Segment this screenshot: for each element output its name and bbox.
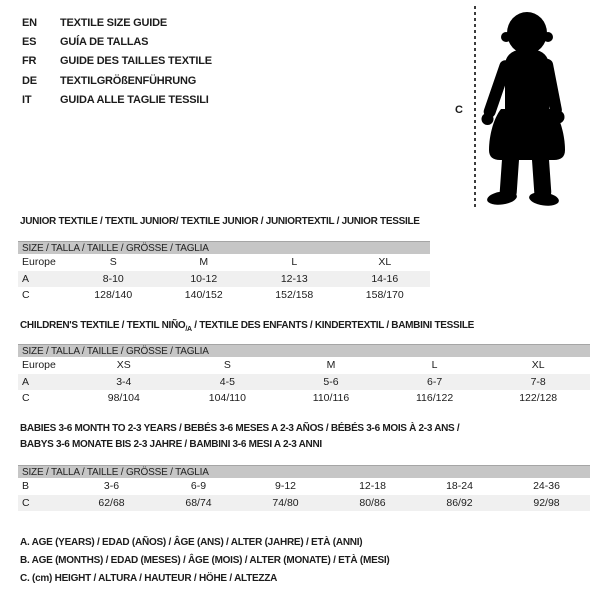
title-line: BABIES 3-6 MONTH TO 2-3 YEARS / BEBÉS 3-6 MESES A 2-3 AÑOS / BÉBÉS 3-6 MOIS À 2-3 ANS / — [20, 423, 460, 434]
language-code: EN — [22, 16, 37, 29]
height-measure-dashed-line — [474, 6, 476, 208]
table-cell: 140/152 — [184, 289, 223, 302]
table-cell: 92/98 — [533, 496, 560, 509]
table-cell: 80/86 — [359, 496, 386, 509]
babies-table-title — [20, 421, 459, 452]
table-row — [18, 271, 430, 288]
children-table-title — [20, 320, 474, 333]
table-cell: 68/74 — [185, 496, 212, 509]
table-cell: 104/110 — [208, 392, 246, 405]
size-header-bar: SIZE / TALLA / TAILLE / GRÖSSE / TAGLIA — [18, 465, 590, 478]
row-label: A — [22, 375, 30, 388]
language-code: ES — [22, 35, 37, 48]
table-cell: L — [291, 256, 298, 269]
row-label: C — [22, 289, 30, 302]
table-cell: 152/158 — [275, 289, 314, 302]
table-cell: 6-7 — [426, 375, 443, 388]
table-cell: XL — [378, 256, 392, 269]
baby-silhouette-image — [481, 9, 569, 207]
row-label: Europe — [22, 256, 56, 269]
table-cell: 116/122 — [415, 392, 454, 405]
title-text: / TEXTILE DES ENFANTS / KINDERTEXTIL / BAMBINI TESSILE — [191, 320, 475, 331]
row-label: A — [22, 272, 30, 285]
children-size-table — [18, 344, 590, 407]
junior-table-title: JUNIOR TEXTILE / TEXTIL JUNIOR/ TEXTILE JUNIOR / JUNIORTEXTIL / JUNIOR TESSILE — [20, 216, 420, 227]
table-row — [18, 495, 590, 512]
table-cell: 24-36 — [533, 480, 560, 493]
row-label: C — [22, 496, 30, 509]
table-cell: 8-10 — [102, 272, 124, 285]
footnote-age-years: A. AGE (YEARS) / EDAD (AÑOS) / ÂGE (ANS) / ALTER (JAHRE) / ETÀ (ANNI) — [20, 536, 363, 548]
table-cell: 10-12 — [190, 272, 218, 285]
language-title: GUIDE DES TAILLES TEXTILE — [60, 55, 212, 68]
table-cell: 6-9 — [190, 480, 207, 493]
table-row — [18, 374, 590, 391]
table-rows — [18, 478, 590, 511]
table-cell: 5-6 — [323, 375, 339, 388]
language-title: GUÍA DE TALLAS — [60, 35, 149, 48]
table-cell: S — [223, 359, 231, 372]
table-row — [18, 254, 430, 271]
title-line: BABYS 3-6 MONATE BIS 2-3 JAHRE / BAMBINI 3-6 MESI A 2-3 ANNI — [20, 438, 322, 450]
junior-size-table — [18, 241, 430, 304]
size-header-bar: SIZE / TALLA / TAILLE / GRÖSSE / TAGLIA — [18, 344, 590, 357]
language-code: FR — [22, 55, 37, 68]
table-cell: 74/80 — [272, 496, 299, 509]
table-row — [18, 287, 430, 304]
row-label: B — [22, 480, 30, 493]
title-text: CHILDREN'S TEXTILE / TEXTIL NIÑO — [20, 320, 186, 331]
table-cell: 128/140 — [94, 289, 133, 302]
language-row — [22, 13, 212, 32]
table-cell: 7-8 — [530, 375, 546, 388]
row-label: C — [22, 392, 30, 405]
babies-size-table — [18, 465, 590, 511]
table-cell: 12-13 — [280, 272, 308, 285]
table-cell: 9-12 — [274, 480, 296, 493]
table-cell: 4-5 — [219, 375, 235, 388]
table-cell: XL — [531, 359, 545, 372]
table-cell: 12-18 — [359, 480, 386, 493]
size-header-bar: SIZE / TALLA / TAILLE / GRÖSSE / TAGLIA — [18, 241, 430, 254]
language-title: TEXTILE SIZE GUIDE — [60, 16, 168, 29]
table-cell: 86/92 — [446, 496, 473, 509]
language-code: DE — [22, 74, 37, 87]
table-cell: XS — [116, 359, 131, 372]
table-cell: 62/68 — [98, 496, 125, 509]
table-cell: 3-4 — [116, 375, 132, 388]
height-measure-label: C — [455, 104, 463, 116]
table-cell: L — [431, 359, 438, 372]
title-subscript: /A — [185, 326, 192, 333]
table-cell: 18-24 — [446, 480, 473, 493]
language-title: TEXTILGRÖßENFÜHRUNG — [60, 74, 197, 87]
table-cell: 98/104 — [107, 392, 140, 405]
footnote-age-months: B. AGE (MONTHS) / EDAD (MESES) / ÂGE (MOIS) / ALTER (MONATE) / ETÀ (MESI) — [20, 554, 390, 566]
language-row — [22, 32, 212, 51]
language-title: GUIDA ALLE TAGLIE TESSILI — [60, 93, 209, 106]
language-row — [22, 52, 212, 71]
table-rows — [18, 254, 430, 304]
row-label: Europe — [22, 359, 56, 372]
language-row — [22, 90, 212, 109]
legend-footnotes — [20, 533, 390, 588]
table-row — [18, 357, 590, 374]
table-cell: 110/116 — [312, 392, 350, 405]
table-rows — [18, 357, 590, 407]
table-cell: M — [326, 359, 336, 372]
table-row — [18, 478, 590, 495]
table-cell: 122/128 — [519, 392, 558, 405]
language-row — [22, 71, 212, 90]
table-cell: 3-6 — [103, 480, 120, 493]
table-cell: M — [199, 256, 209, 269]
table-cell: 158/170 — [365, 289, 404, 302]
language-list — [22, 13, 212, 109]
footnote-height-cm: C. (cm) HEIGHT / ALTURA / HAUTEUR / HÖHE / ALTEZZA — [20, 573, 278, 585]
table-cell: 14-16 — [371, 272, 399, 285]
language-code: IT — [22, 93, 32, 106]
table-cell: S — [109, 256, 117, 269]
table-row — [18, 390, 590, 407]
